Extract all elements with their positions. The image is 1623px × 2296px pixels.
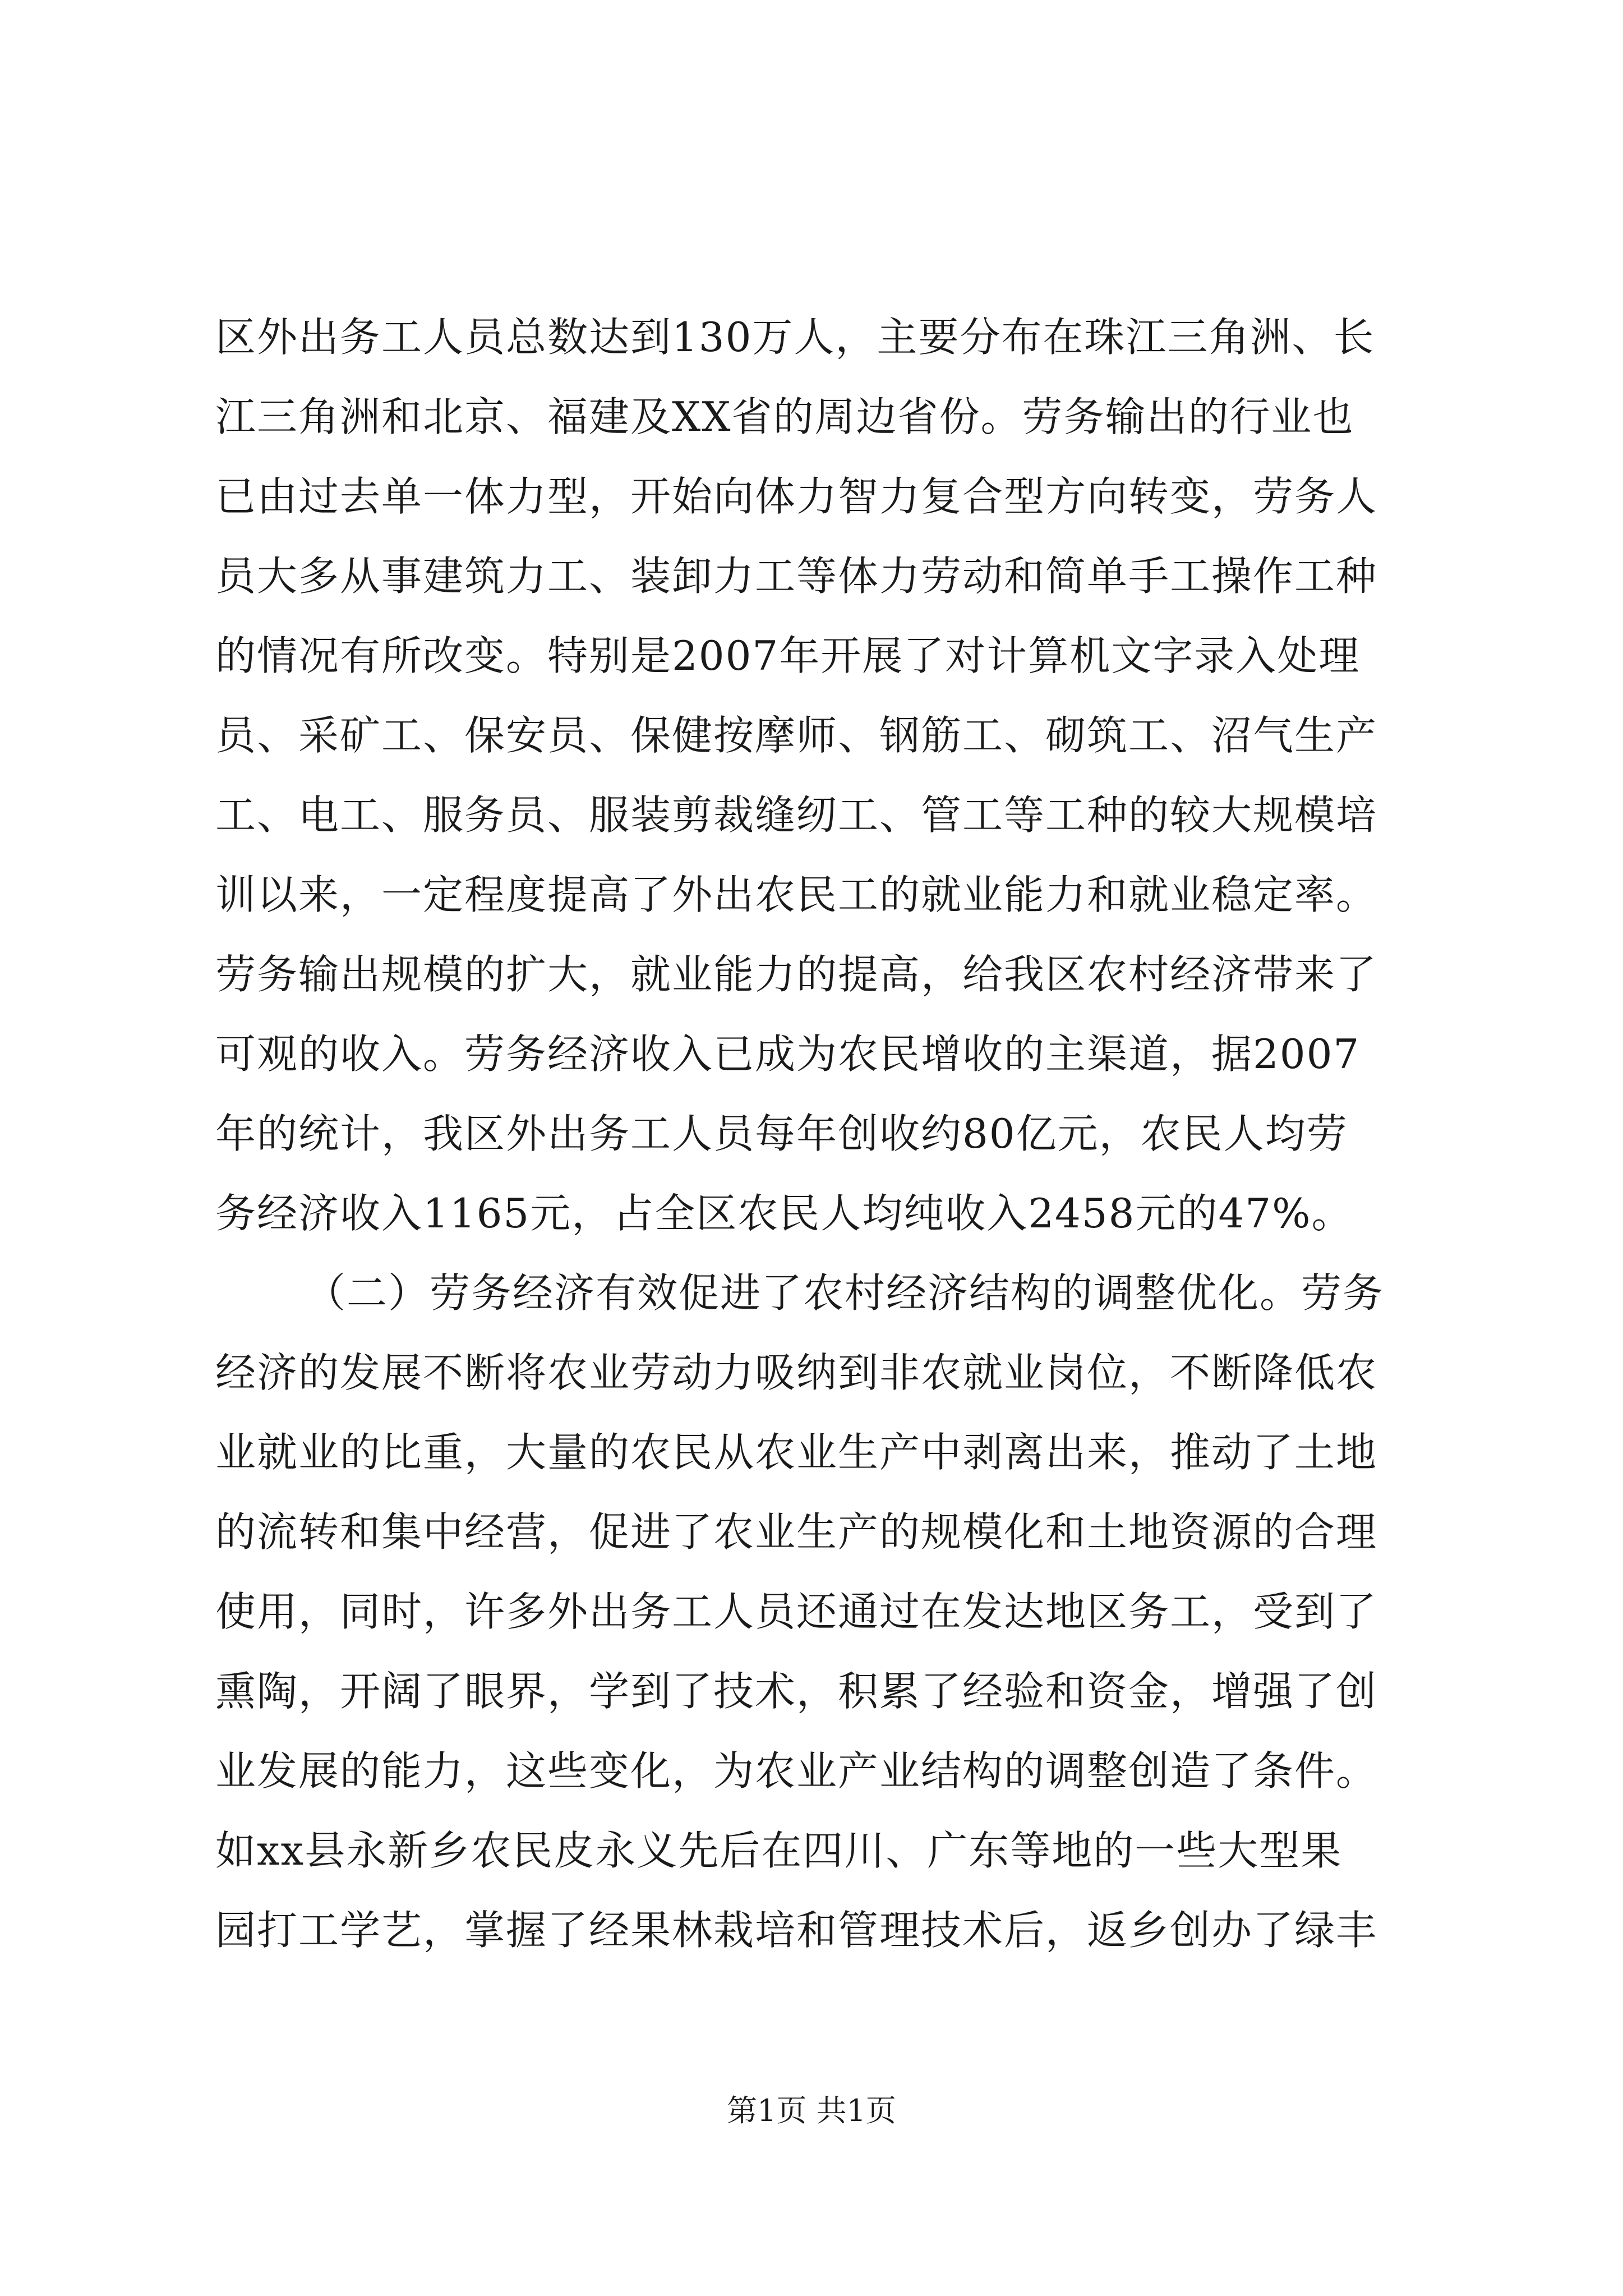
text-line: 务经济收入1165元，占全区农民人均纯收入2458元的47%。 — [215, 1190, 1353, 1237]
text-line: 年的统计，我区外出务工人员每年创收约80亿元，农民人均劳 — [215, 1110, 1348, 1157]
text-line: 员、采矿工、保安员、保健按摩师、钢筋工、砌筑工、沼气生产 — [215, 712, 1378, 759]
text-line: 江三角洲和北京、福建及XX省的周边省份。劳务输出的行业也 — [215, 393, 1354, 440]
text-line: 业发展的能力，这些变化，为农业产业结构的调整创造了条件。 — [215, 1747, 1378, 1795]
text-line: 经济的发展不断将农业劳动力吸纳到非农就业岗位，不断降低农 — [215, 1349, 1378, 1396]
text-line: 工、电工、服务员、服装剪裁缝纫工、管工等工种的较大规模培 — [215, 792, 1378, 839]
body-text — [215, 297, 1410, 1970]
text-line: 的流转和集中经营，促进了农业生产的规模化和土地资源的合理 — [215, 1508, 1378, 1556]
text-line: 员大多从事建筑力工、装卸力工等体力劳动和简单手工操作工种 — [215, 553, 1378, 600]
paragraph-start-line: （二）劳务经济有效促进了农村经济结构的调整优化。劳务 — [305, 1269, 1385, 1317]
text-line: 已由过去单一体力型，开始向体力智力复合型方向转变，劳务人 — [215, 473, 1378, 520]
text-line: 如xx县永新乡农民皮永义先后在四川、广东等地的一些大型果 — [215, 1827, 1343, 1874]
text-line: 熏陶，开阔了眼界，学到了技术，积累了经验和资金，增强了创 — [215, 1668, 1378, 1715]
text-line: 劳务输出规模的扩大，就业能力的提高，给我区农村经济带来了 — [215, 951, 1378, 998]
text-line: 区外出务工人员总数达到130万人，主要分布在珠江三角洲、长 — [215, 314, 1375, 361]
page-number: 第1页 共1页 — [727, 2093, 896, 2128]
text-line: 园打工学艺，掌握了经果林栽培和管理技术后，返乡创办了绿丰 — [215, 1907, 1378, 1954]
page-footer — [0, 2091, 1623, 2131]
text-line: 的情况有所改变。特别是2007年开展了对计算机文字录入处理 — [215, 632, 1361, 679]
text-line: 使用，同时，许多外出务工人员还通过在发达地区务工，受到了 — [215, 1588, 1378, 1635]
text-line: 业就业的比重，大量的农民从农业生产中剥离出来，推动了土地 — [215, 1429, 1378, 1476]
text-line: 训以来，一定程度提高了外出农民工的就业能力和就业稳定率。 — [215, 871, 1378, 918]
text-line: 可观的收入。劳务经济收入已成为农民增收的主渠道，据2007 — [215, 1030, 1361, 1078]
